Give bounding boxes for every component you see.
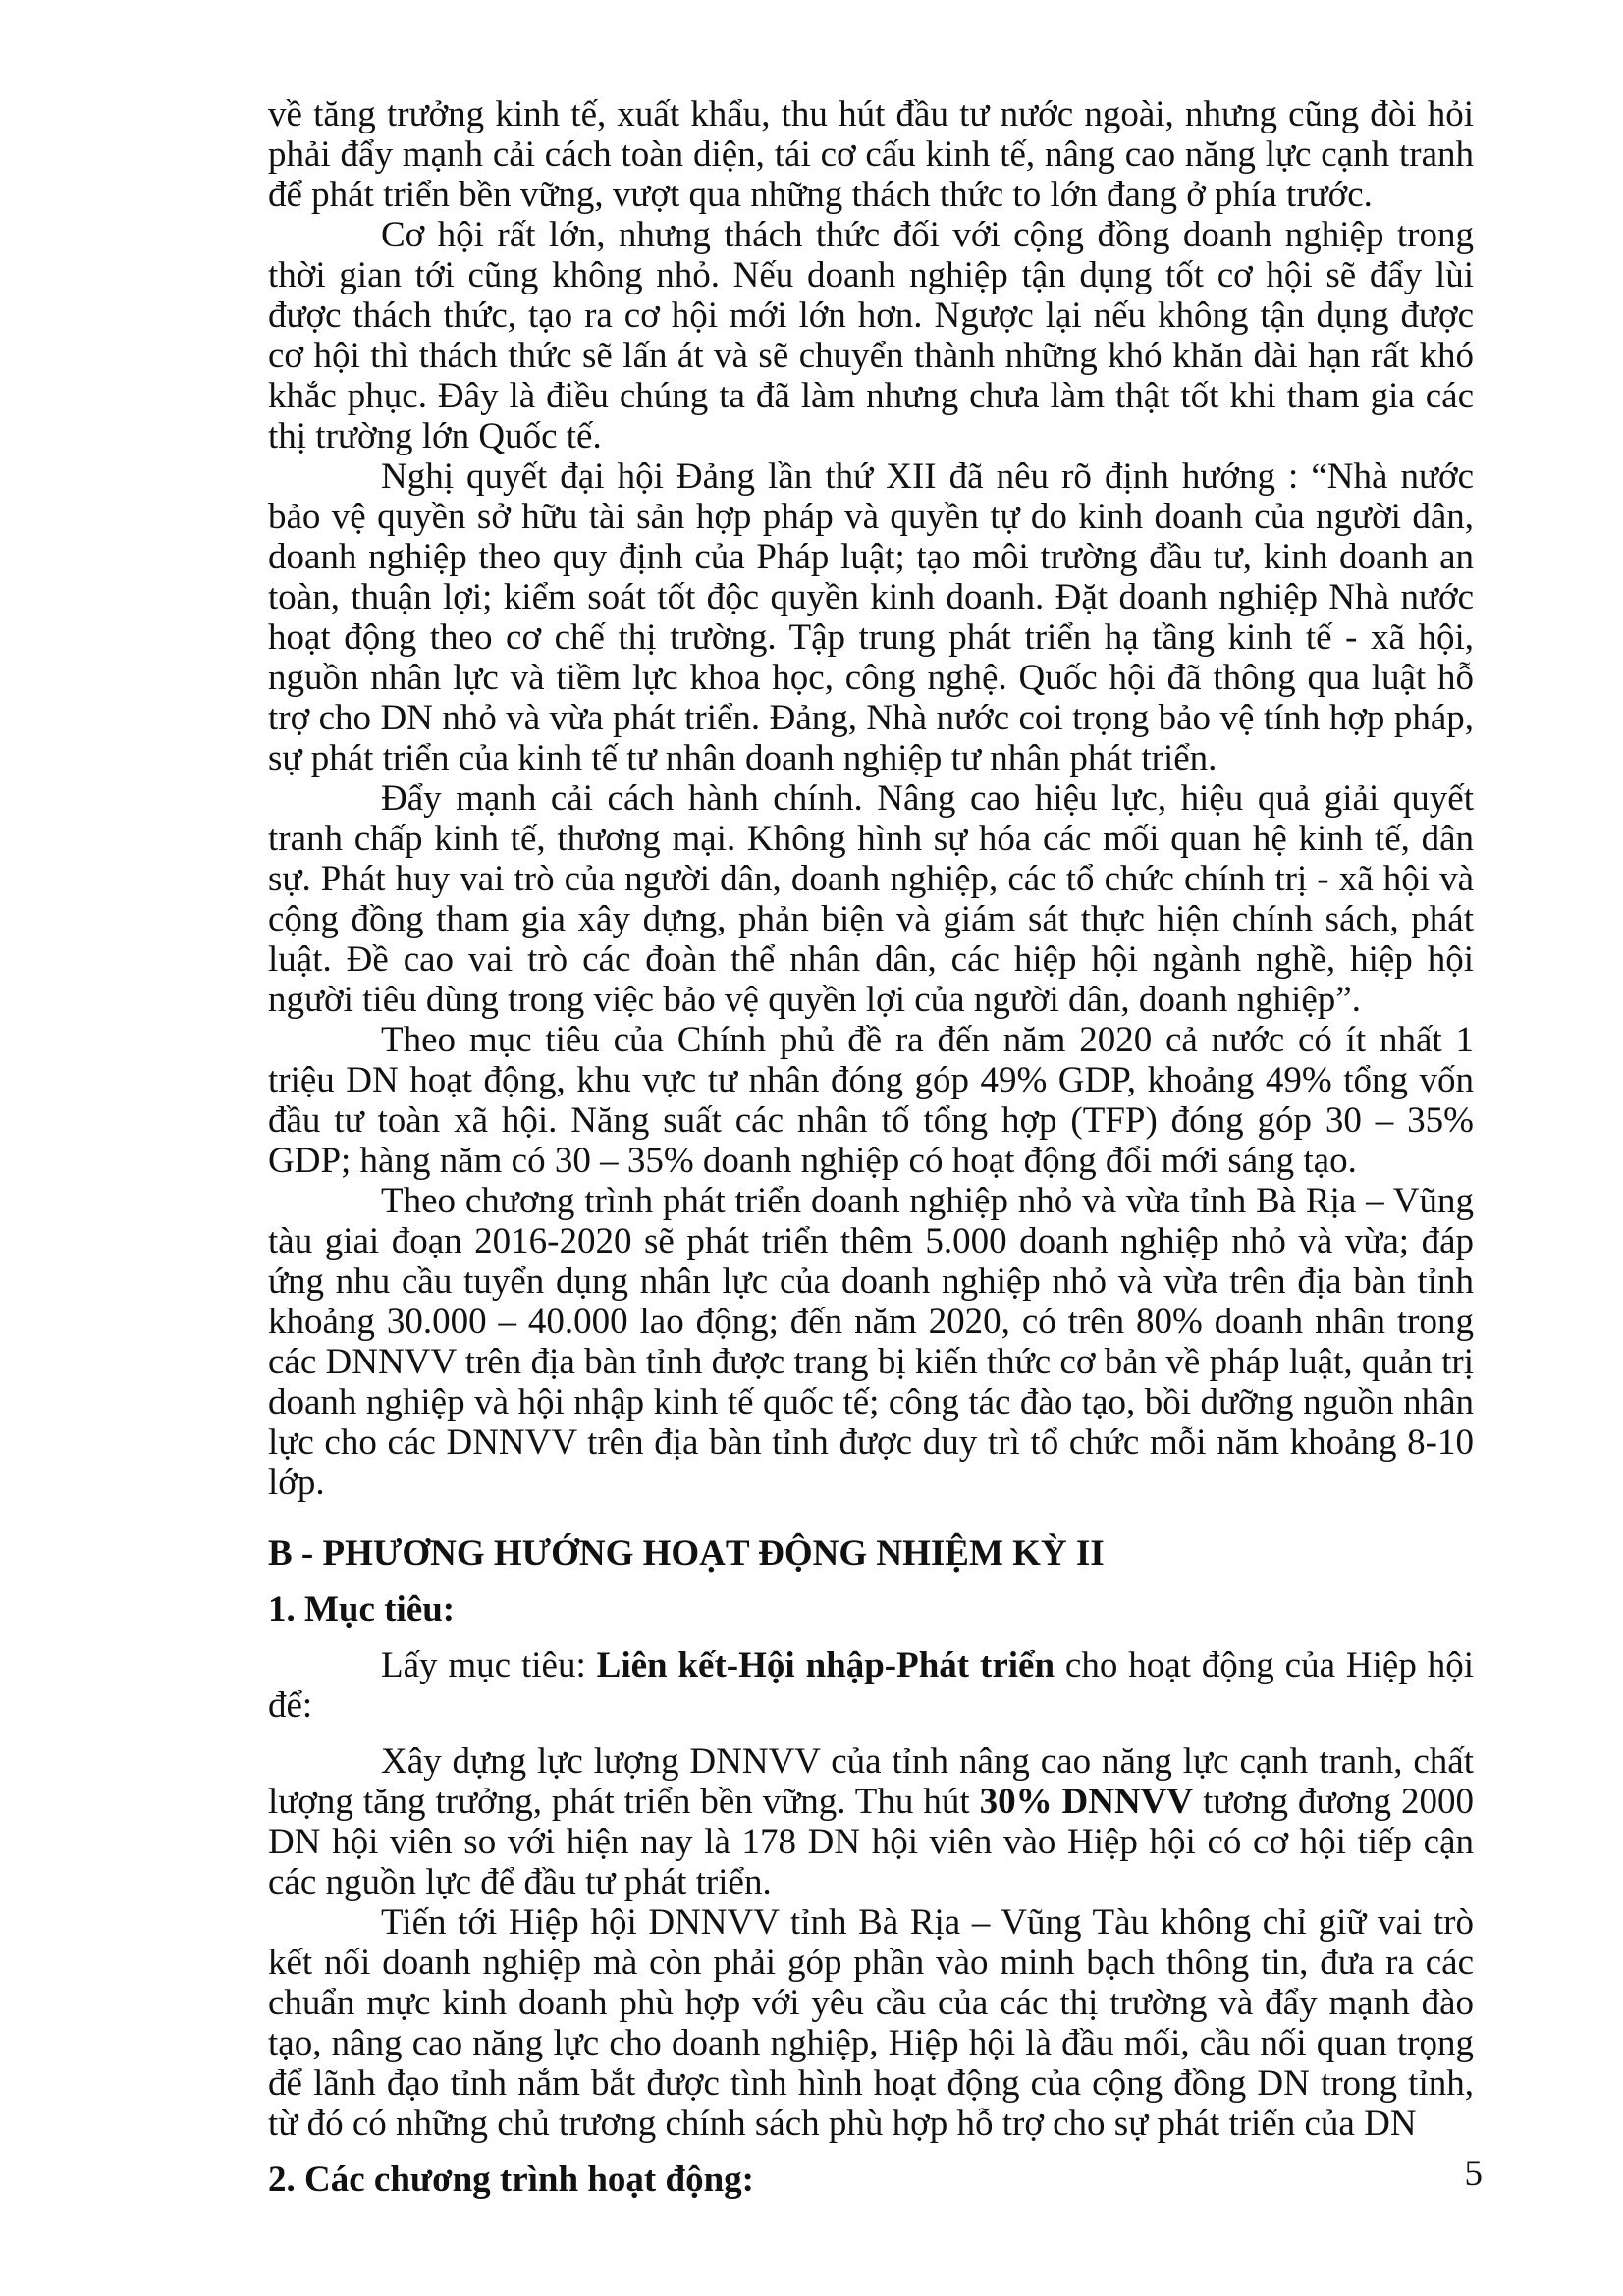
paragraph-opportunity: Cơ hội rất lớn, nhưng thách thức đối với cộng đồng doanh nghiệp trong thời gian tới cũng không nhỏ. Nếu doanh nghiệp tận dụng tốt cơ hội sẽ đẩy lùi được thách thức, tạo ra cơ hội mới lớn hơn. Ngược lại nếu không tận dụng được cơ hội thì thách thức sẽ lấn át và sẽ chuyển thành những khó khăn dài hạn rất khó khắc phục. Đây là điều chúng ta đã làm nhưng chưa làm thật tốt khi tham gia các thị trường lớn Quốc tế. [268,215,1474,456]
goal-paragraph-before: Xây dựng lực lượng DNNVV của tỉnh nâng cao năng lực cạnh tranh, chất lượng tăng trưởng, phát triển bền vững. Thu hút [268,1741,1474,1822]
page-number: 5 [1464,2154,1483,2194]
paragraph-intro-continued: về tăng trưởng kinh tế, xuất khẩu, thu hút đầu tư nước ngoài, nhưng cũng đòi hỏi phải đẩy mạnh cải cách toàn diện, tái cơ cấu kinh tế, nâng cao năng lực cạnh tranh để phát triển bền vững, vượt qua những thách thức to lớn đang ở phía trước. [268,94,1474,215]
paragraph-provincial-program: Theo chương trình phát triển doanh nghiệp nhỏ và vừa tỉnh Bà Rịa – Vũng tàu giai đoạn 2016-2020 sẽ phát triển thêm 5.000 doanh nghiệp nhỏ và vừa; đáp ứng nhu cầu tuyển dụng nhân lực của doanh nghiệp nhỏ và vừa trên địa bàn tỉnh khoảng 30.000 – 40.000 lao động; đến năm 2020, có trên 80% doanh nhân trong các DNNVV trên địa bàn tỉnh được trang bị kiến thức cơ bản về pháp luật, quản trị doanh nghiệp và hội nhập kinh tế quốc tế; công tác đào tạo, bồi dưỡng nguồn nhân lực cho các DNNVV trên địa bàn tỉnh được duy trì tổ chức mỗi năm khoảng 8-10 lớp. [268,1181,1474,1503]
goal-paragraph-after: tương đương 2000 DN hội viên so với hiện nay là 178 DN hội viên vào Hiệp hội có cơ hội tiếp cận các nguồn lực để đầu tư phát triển. [268,1782,1474,1902]
subheading-goals: 1. Mục tiêu: [268,1589,456,1629]
paragraph-admin-reform: Đẩy mạnh cải cách hành chính. Nâng cao hiệu lực, hiệu quả giải quyết tranh chấp kinh tế, thương mại. Không hình sự hóa các mối quan hệ kinh tế, dân sự. Phát huy vai trò của người dân, doanh nghiệp, các tổ chức chính trị - xã hội và cộng đồng tham gia xây dựng, phản biện và giám sát thực hiện chính sách, phát luật. Đề cao vai trò các đoàn thể nhân dân, các hiệp hội ngành nghề, hiệp hội người tiêu dùng trong việc bảo vệ quyền lợi của người dân, doanh nghiệp”. [268,778,1474,1020]
section-heading: B - PHƯƠNG HƯỚNG HOẠT ĐỘNG NHIỆM KỲ II [268,1533,1105,1574]
goal-line-suffix: cho hoạt động của Hiệp hội để: [268,1645,1474,1726]
document-page [268,94,1474,2200]
goal-line-prefix: Lấy mục tiêu: [381,1645,597,1685]
goal-paragraph-2: Tiến tới Hiệp hội DNNVV tỉnh Bà Rịa – Vũng Tàu không chỉ giữ vai trò kết nối doanh nghiệp mà còn phải góp phần vào minh bạch thông tin, đưa ra các chuẩn mực kinh doanh phù hợp với yêu cầu của các thị trường và đẩy mạnh đào tạo, nâng cao năng lực cho doanh nghiệp, Hiệp hội là đầu mối, cầu nối quan trọng để lãnh đạo tỉnh nắm bắt được tình hình hoạt động của cộng đồng DN trong tỉnh, từ đó có những chủ trương chính sách phù hợp hỗ trợ cho sự phát triển của DN [268,1902,1474,2144]
subheading-programs: 2. Các chương trình hoạt động: [268,2160,754,2200]
goal-line-bold: Liên kết-Hội nhập-Phát triển [596,1645,1055,1685]
goal-line [268,1645,1474,1726]
goal-paragraph [268,1741,1474,1902]
goal-paragraph-bold: 30% DNNVV [979,1782,1194,1822]
paragraph-resolution: Nghị quyết đại hội Đảng lần thứ XII đã nêu rõ định hướng : “Nhà nước bảo vệ quyền sở hữu tài sản hợp pháp và quyền tự do kinh doanh của người dân, doanh nghiệp theo quy định của Pháp luật; tạo môi trường đầu tư, kinh doanh an toàn, thuận lợi; kiểm soát tốt độc quyền kinh doanh. Đặt doanh nghiệp Nhà nước hoạt động theo cơ chế thị trường. Tập trung phát triển hạ tầng kinh tế - xã hội, nguồn nhân lực và tiềm lực khoa học, công nghệ. Quốc hội đã thông qua luật hỗ trợ cho DN nhỏ và vừa phát triển. Đảng, Nhà nước coi trọng bảo vệ tính hợp pháp, sự phát triển của kinh tế tư nhân doanh nghiệp tư nhân phát triển. [268,456,1474,778]
paragraph-government-goal: Theo mục tiêu của Chính phủ đề ra đến năm 2020 cả nước có ít nhất 1 triệu DN hoạt động, khu vực tư nhân đóng góp 49% GDP, khoảng 49% tổng vốn đầu tư toàn xã hội. Năng suất các nhân tố tổng hợp (TFP) đóng góp 30 – 35% GDP; hàng năm có 30 – 35% doanh nghiệp có hoạt động đổi mới sáng tạo. [268,1020,1474,1181]
